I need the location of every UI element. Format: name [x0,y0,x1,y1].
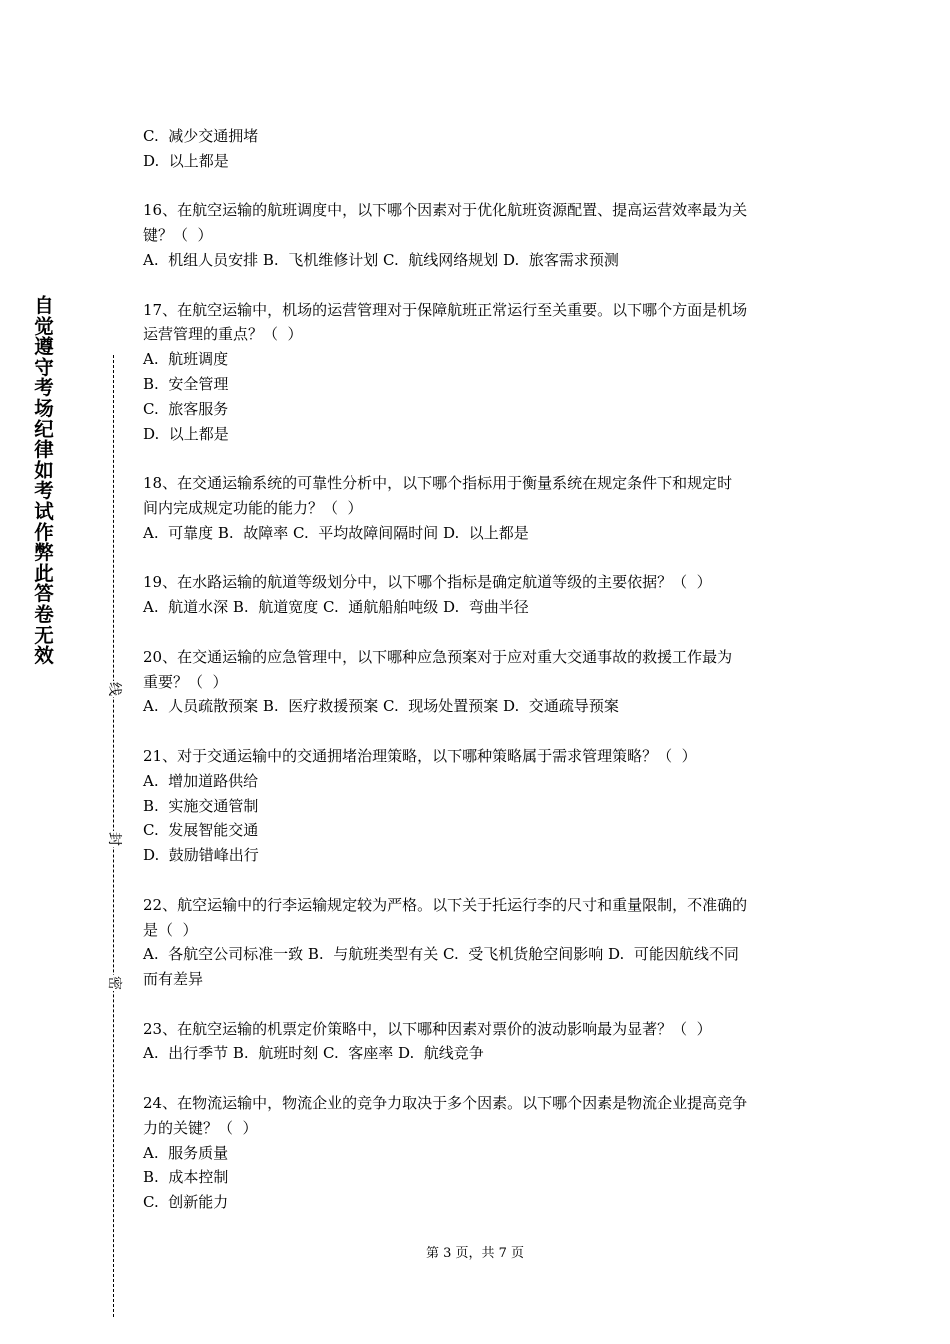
question-23 [143,1017,811,1067]
question-17 [143,298,811,447]
question-text: 23、在航空运输的机票定价策略中，以下哪种因素对票价的波动影响最为显著？（ ） [143,1019,712,1038]
question-text: 16、在航空运输的航班调度中，以下哪个因素对于优化航班资源配置、提高运营效率最为关 [143,201,748,220]
question-options: 而有差异 [143,970,204,989]
binding-label-line: 线 [106,682,122,696]
option-b: B. 安全管理 [143,374,229,393]
option-c: C. 减少交通拥堵 [143,127,259,145]
option-b: B. 成本控制 [143,1168,229,1187]
exam-discipline-warning: 自觉遵守考场纪律如考试作弊此答卷无效 [34,294,54,668]
option-c: C. 创新能力 [143,1193,229,1212]
question-options: A. 可靠度 B. 故障率 C. 平均故障间隔时间 D. 以上都是 [143,523,529,542]
option-a: A. 航班调度 [143,350,229,369]
option-a: A. 服务质量 [143,1143,229,1162]
question-text: 24、在物流运输中，物流企业的竞争力取决于多个因素。以下哪个因素是物流企业提高竞争 [143,1094,748,1113]
question-24 [143,1091,811,1215]
question-text: 键？（ ） [143,226,213,245]
question-text: 22、航空运输中的行李运输规定较为严格。以下关于托运行李的尺寸和重量限制，不准确的 [143,895,748,914]
question-text: 力的关键？（ ） [143,1118,258,1137]
question-text: 17、在航空运输中，机场的运营管理对于保障航班正常运行至关重要。以下哪个方面是机场 [143,300,748,319]
question-22 [143,893,811,992]
question-options: A. 机组人员安排 B. 飞机维修计划 C. 航线网络规划 D. 旅客需求预测 [143,250,619,269]
question-18 [143,471,811,545]
option-c: C. 旅客服务 [143,399,229,418]
question-16 [143,198,811,272]
option-b: B. 实施交通管制 [143,796,259,815]
question-text: 19、在水路运输的航道等级划分中，以下哪个指标是确定航道等级的主要依据？（ ） [143,573,712,592]
option-d: D. 以上都是 [143,424,229,443]
question-options: A. 出行季节 B. 航班时刻 C. 客座率 D. 航线竞争 [143,1044,484,1063]
question-text: 是（ ） [143,920,198,939]
question-text: 重要？（ ） [143,672,228,691]
question-text: 21、对于交通运输中的交通拥堵治理策略，以下哪种策略属于需求管理策略？（ ） [143,746,697,765]
question-options: A. 人员疏散预案 B. 医疗救援预案 C. 现场处置预案 D. 交通疏导预案 [143,697,619,716]
option-d: D. 以上都是 [143,151,229,170]
question-content [143,124,811,1215]
page-number: 第 3 页，共 7 页 [425,1246,525,1261]
question-21 [143,744,811,868]
option-d: D. 鼓励错峰出行 [143,846,259,865]
question-text: 运营管理的重点？（ ） [143,325,303,344]
question-text: 20、在交通运输的应急管理中，以下哪种应急预案对于应对重大交通事故的救援工作最为 [143,647,733,666]
question-options: A. 各航空公司标准一致 B. 与航班类型有关 C. 受飞机货舱空间影响 D. 可能因航线不同 [143,945,739,964]
question-text: 间内完成规定功能的能力？（ ） [143,498,363,517]
question-19 [143,570,811,620]
binding-label-seal: 封 [106,832,122,846]
option-a: A. 增加道路供给 [143,771,259,790]
question-options: A. 航道水深 B. 航道宽度 C. 通航船舶吨级 D. 弯曲半径 [143,598,529,617]
question-20 [143,645,811,719]
binding-label-secret: 密 [106,976,122,990]
option-c: C. 发展智能交通 [143,821,259,840]
question-15-tail [143,124,811,174]
question-text: 18、在交通运输系统的可靠性分析中，以下哪个指标用于衡量系统在规定条件下和规定时 [143,474,733,493]
